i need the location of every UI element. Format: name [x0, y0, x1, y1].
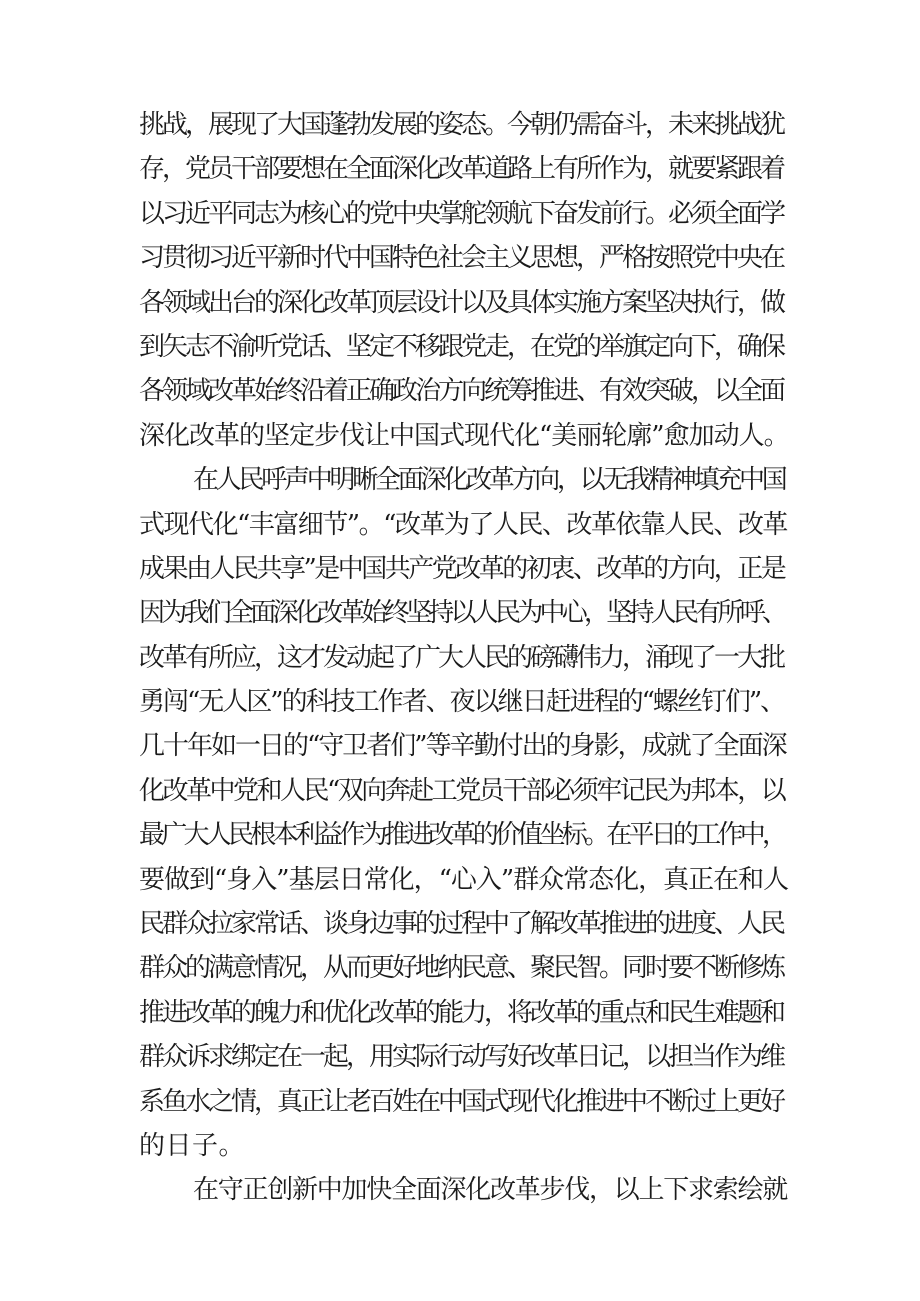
text-line: 要做到“身入”基层日常化，“心入”群众常态化，真正在和人 [139, 864, 789, 895]
text-line: 各领域出台的深化改革顶层设计以及具体实施方案坚决执行，做 [139, 287, 784, 318]
text-line: 化改革中党和人民“双向奔赴工党员干部必须牢记民为邦本，以 [139, 775, 785, 806]
text-line: 深化改革的坚定步伐让中国式现代化“美丽轮廓”愈加动人。 [139, 420, 789, 451]
text-line: 民群众拉家常话、谈身边事的过程中了解改革推进的进度、人民 [139, 909, 784, 940]
text-line: 群众的满意情况，从而更好地纳民意、聚民智。同时要不断修炼 [139, 953, 784, 984]
text-line: 勇闯“无人区”的科技工作者、夜以继日赶进程的“螺丝钉们”、 [139, 687, 785, 718]
text-line: 到矢志不渝听党话、坚定不移跟党走，在党的举旗定向下，确保 [139, 331, 784, 362]
text-line: 系鱼水之情，真正让老百姓在中国式现代化推进中不断过上更好 [139, 1086, 784, 1117]
text-line: 最广大人民根本利益作为推进改革的价值坐标。在平日的工作中， [139, 820, 785, 851]
text-line: 因为我们全面深化改革始终坚持以人民为中心，坚持人民有所呼、 [139, 598, 785, 629]
text-line: 习贯彻习近平新时代中国特色社会主义思想，严格按照党中央在 [139, 243, 784, 274]
text-line: 成果由人民共享”是中国共产党改革的初衷、改革的方向，正是 [139, 553, 785, 584]
text-line: 在守正创新中加快全面深化改革步伐，以上下求索绘就 [193, 1175, 788, 1206]
text-line: 的日子。 [139, 1130, 246, 1161]
text-line: 在人民呼声中明晰全面深化改革方向，以无我精神填充中国 [193, 465, 785, 496]
text-line: 存，党员干部要想在全面深化改革道路上有所作为，就要紧跟着 [139, 154, 784, 185]
document-body [139, 103, 789, 1213]
text-line: 改革有所应，这才发动起了广大人民的磅礴伟力，涌现了一大批 [139, 642, 784, 673]
text-line: 几十年如一日的“守卫者们”等辛勤付出的身影，成就了全面深 [139, 731, 786, 762]
text-line: 以习近平同志为核心的党中央掌舵领航下奋发前行。必须全面学 [139, 198, 784, 229]
text-line: 挑战，展现了大国蓬勃发展的姿态。今朝仍需奋斗，未来挑战犹 [139, 110, 784, 140]
text-line: 各领域改革始终沿着正确政治方向统筹推进、有效突破，以全面 [139, 376, 784, 407]
text-line: 群众诉求绑定在一起，用实际行动写好改革日记，以担当作为维 [139, 1042, 784, 1073]
text-line: 推进改革的魄力和优化改革的能力，将改革的重点和民生难题和 [139, 997, 784, 1028]
text-line: 式现代化“丰富细节”。“改革为了人民、改革依靠人民、改革 [139, 509, 787, 540]
